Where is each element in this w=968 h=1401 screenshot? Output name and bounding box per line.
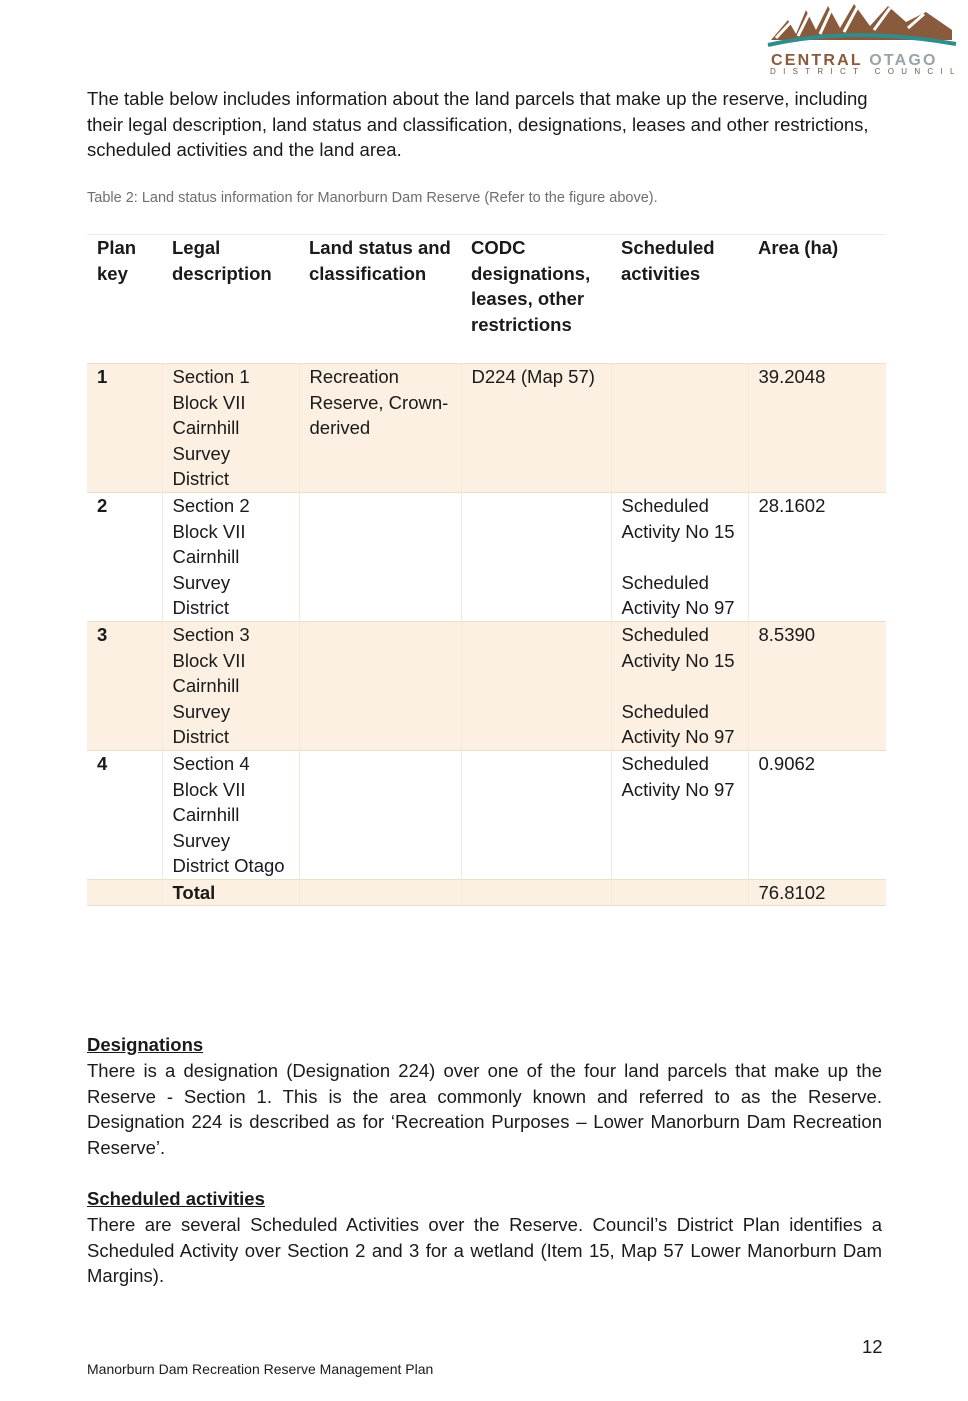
legal-description-cell: Section 4 Block VII Cairnhill Survey District Otago <box>162 750 299 879</box>
scheduled-activity-item: Scheduled Activity No 15 <box>621 623 735 671</box>
designations-paragraph: There is a designation (Designation 224) over one of the four land parcels that make up the Reserve - Section 1. This is the area commonly known and referred to as the Reserve. Designation 224 is described as for ‘Recreation Purposes – Lower Manorburn Dam Recreation Reserve’. <box>87 1060 882 1158</box>
plan-key-cell: 2 <box>97 494 108 516</box>
total-row <box>87 879 886 906</box>
council-logo <box>766 0 962 80</box>
total-empty-cell <box>87 879 162 906</box>
table-row <box>87 492 886 621</box>
plan-key-cell: 4 <box>97 752 108 774</box>
header-area: Area (ha) <box>748 235 886 364</box>
logo-wordmark: CENTRAL OTAGO <box>771 52 938 69</box>
land-status-table <box>87 234 886 906</box>
table-caption: Table 2: Land status information for Manorburn Dam Reserve (Refer to the figure above). <box>87 190 658 206</box>
plan-key-cell: 1 <box>87 364 162 493</box>
hills-logo-icon <box>766 0 958 52</box>
header-codc-designations: CODC designations, leases, other restrictions <box>461 235 611 364</box>
scheduled-activity-item: Scheduled Activity No 97 <box>621 700 735 748</box>
scheduled-activities-cell <box>611 492 748 621</box>
legal-description-cell: Section 2 Block VII Cairnhill Survey District <box>162 492 299 621</box>
legal-description-cell: Section 1 Block VII Cairnhill Survey District <box>162 364 299 493</box>
land-status-cell <box>299 621 461 750</box>
logo-subtitle: DISTRICT COUNCIL <box>770 67 962 76</box>
scheduled-activities-cell <box>611 621 748 750</box>
scheduled-activity-item: Scheduled Activity No 15 <box>621 494 735 542</box>
codc-cell <box>461 621 611 750</box>
intro-paragraph: The table below includes information about the land parcels that make up the reserve, including their legal description, land status and classification, designations, leases and other restrictions, scheduled activities and the land area. <box>87 88 869 160</box>
page-number: 12 <box>862 1336 883 1357</box>
scheduled-activities-paragraph: There are several Scheduled Activities over the Reserve. Council’s District Plan identifies a Scheduled Activity over Section 2 and 3 for a wetland (Item 15, Map 57 Lower Manorburn Dam Margins). <box>87 1214 882 1287</box>
scheduled-activity-item: Scheduled Activity No 97 <box>621 752 735 800</box>
total-label: Total <box>162 879 299 906</box>
header-scheduled-activities: Scheduled activities <box>611 235 748 364</box>
table-row <box>87 621 886 750</box>
total-empty-cell <box>299 879 461 906</box>
header-plan-key: Plan key <box>87 235 162 364</box>
codc-cell <box>461 492 611 621</box>
area-cell: 8.5390 <box>748 621 886 750</box>
total-empty-cell <box>611 879 748 906</box>
legal-description-cell: Section 3 Block VII Cairnhill Survey District <box>162 621 299 750</box>
table-header-row <box>87 235 886 364</box>
scheduled-activity-item: Scheduled Activity No 97 <box>621 571 735 619</box>
document-footer: Manorburn Dam Recreation Reserve Management Plan <box>87 1361 434 1377</box>
land-status-cell: Recreation Reserve, Crown-derived <box>299 364 461 493</box>
area-cell: 0.9062 <box>748 750 886 879</box>
designations-heading: Designations <box>87 1034 204 1055</box>
table-row <box>87 364 886 493</box>
scheduled-activities-cell <box>611 750 748 879</box>
header-land-status: Land status and classification <box>299 235 461 364</box>
land-status-cell <box>299 492 461 621</box>
header-legal-description: Legal description <box>162 235 299 364</box>
area-cell: 28.1602 <box>748 492 886 621</box>
total-empty-cell <box>461 879 611 906</box>
total-area: 76.8102 <box>748 879 886 906</box>
plan-key-cell: 3 <box>87 621 162 750</box>
area-cell: 39.2048 <box>748 364 886 493</box>
codc-cell <box>461 750 611 879</box>
scheduled-activities-heading: Scheduled activities <box>87 1188 265 1209</box>
table-row <box>87 750 886 879</box>
scheduled-activities-cell <box>611 364 748 493</box>
codc-cell: D224 (Map 57) <box>461 364 611 493</box>
land-status-cell <box>299 750 461 879</box>
